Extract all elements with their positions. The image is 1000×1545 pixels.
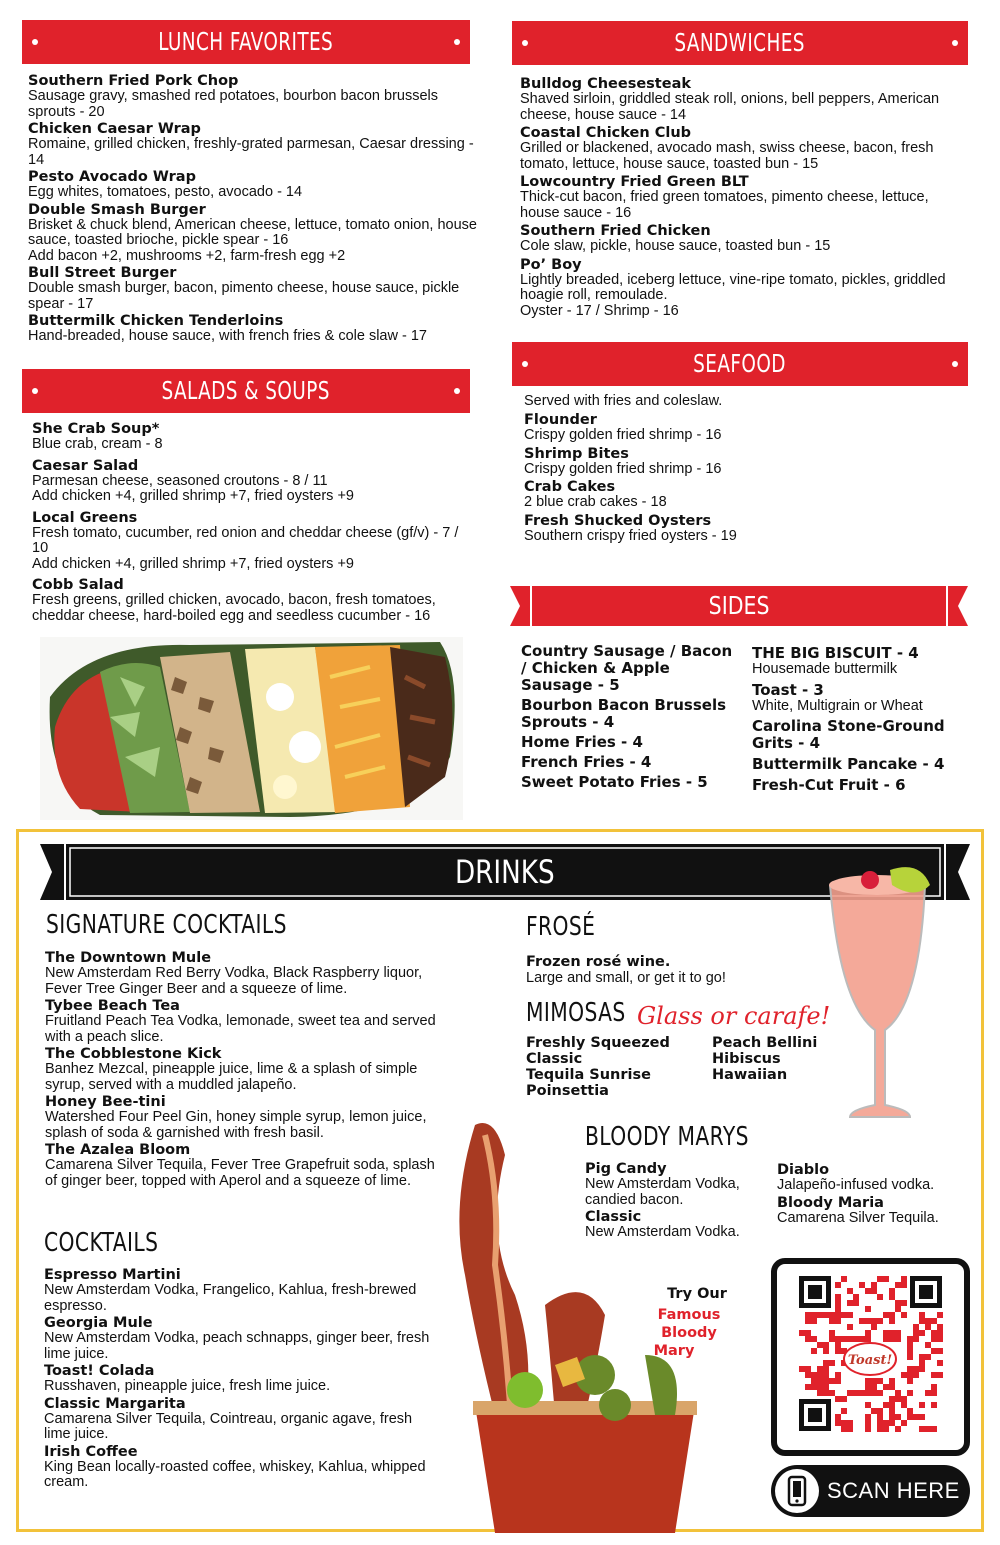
item-name: Bloody Maria	[777, 1194, 884, 1211]
phone-icon	[775, 1469, 819, 1513]
menu-item	[28, 202, 478, 265]
item-name: Buttermilk Chicken Tenderloins	[28, 313, 284, 329]
item-description: Egg whites, tomatoes, pesto, avocado - 14	[28, 184, 303, 200]
mimosas-right-list	[712, 1035, 817, 1083]
scan-here-label: SCAN HERE	[827, 1478, 960, 1503]
salads-soups-list	[32, 421, 472, 629]
cocktails-list	[44, 1267, 434, 1492]
item-name: Crab Cakes	[524, 479, 616, 495]
item-description: Fresh tomato, cucumber, red onion and cheddar cheese (gf/v) - 7 / 10	[32, 524, 459, 556]
item-description: King Bean locally-roasted coffee, whiskey, Kahlua, whipped cream.	[44, 1458, 426, 1490]
item-description: Sausage gravy, smashed red potatoes, bourbon bacon brussels sprouts - 20	[28, 88, 439, 120]
promo-line-3: Bloody	[661, 1325, 717, 1341]
side-item: Country Sausage / Bacon / Chicken & Apple Sausage - 5	[521, 642, 733, 694]
mimosa-item: Hawaiian	[712, 1067, 788, 1083]
section-title: DRINKS	[455, 853, 555, 891]
signature-cocktails-list	[45, 950, 445, 1190]
side-item	[752, 777, 972, 794]
menu-item	[520, 76, 970, 123]
item-description: Parmesan cheese, seasoned croutons - 8 / 11	[32, 472, 328, 489]
item-name: Shrimp Bites	[524, 445, 629, 462]
menu-item	[520, 257, 970, 320]
item-name: Classic Margarita	[44, 1395, 186, 1412]
item-description: Shaved sirloin, griddled steak roll, onions, bell peppers, American cheese, house sauce - 14	[520, 91, 940, 123]
item-description: Jalapeño-infused vodka.	[777, 1177, 935, 1193]
item-name: Flounder	[524, 412, 597, 428]
promo-line-2: Famous	[657, 1307, 721, 1323]
item-description: Camarena Silver Tequila, Fever Tree Grapefruit soda, splash of ginger beer, topped with Aperol and a squeeze of lime.	[45, 1157, 435, 1189]
side-item: Home Fries - 4	[521, 733, 643, 751]
item-description: Grilled or blackened, avocado mash, swiss cheese, bacon, fresh tomato, lettuce, house sauce, toasted bun - 15	[520, 140, 934, 172]
menu-item	[32, 421, 472, 453]
item-name: The Cobblestone Kick	[45, 1046, 222, 1062]
item-description: New Amsterdam Vodka.	[585, 1224, 740, 1240]
item-description: Crispy golden fried shrimp - 16	[524, 427, 722, 443]
item-name: Espresso Martini	[44, 1267, 181, 1283]
frose-glass-image	[820, 855, 940, 1125]
item-name: Cobb Salad	[32, 577, 124, 593]
section-title: SANDWICHES	[674, 28, 806, 57]
item-name: Chicken Caesar Wrap	[28, 121, 201, 137]
item-name: Honey Bee-tini	[45, 1094, 166, 1110]
item-name: The Azalea Bloom	[45, 1142, 191, 1158]
item-description: Double smash burger, bacon, pimento cheese, house sauce, pickle spear - 17	[28, 280, 460, 312]
item-name: Irish Coffee	[44, 1443, 138, 1460]
side-item	[752, 682, 972, 715]
sandwiches-list	[520, 76, 970, 321]
section-title: LUNCH FAVORITES	[158, 27, 334, 56]
item-description: Watershed Four Peel Gin, honey simple syrup, lemon juice, splash of soda & garnished with fresh basil.	[45, 1109, 427, 1141]
item-description: New Amsterdam Vodka, candied bacon.	[585, 1176, 740, 1208]
item-name: Georgia Mule	[44, 1315, 153, 1331]
menu-item	[28, 313, 478, 345]
menu-item	[44, 1267, 434, 1314]
side-item: Bourbon Bacon Brussels Sprouts - 4	[521, 696, 727, 731]
seafood-list	[524, 412, 964, 546]
item-addons: Add bacon +2, mushrooms +2, farm-fresh egg +2	[28, 247, 346, 264]
menu-item	[28, 73, 478, 120]
promo-line-1: Try Our	[667, 1286, 727, 1302]
menu-item	[32, 458, 472, 505]
mimosas-left-list	[526, 1035, 670, 1099]
item-name: Toast - 3	[752, 680, 824, 699]
item-name: Classic	[585, 1209, 642, 1225]
side-item: Sweet Potato Fries - 5	[521, 773, 708, 791]
item-name: Buttermilk Pancake - 4	[752, 755, 945, 773]
item-name: Southern Fried Pork Chop	[28, 73, 239, 89]
toast-logo: Toast!	[847, 1353, 893, 1368]
item-description: Housemade buttermilk	[752, 661, 898, 677]
item-addons: Add chicken +4, grilled shrimp +7, fried oysters +9	[32, 555, 354, 572]
item-description: Fresh greens, grilled chicken, avocado, bacon, fresh tomatoes, cheddar cheese, hard-boiled egg and seedless cucumber - 16	[32, 592, 436, 624]
menu-item	[777, 1162, 967, 1194]
side-item	[752, 718, 972, 752]
menu-item	[45, 950, 445, 997]
item-description: New Amsterdam Vodka, Frangelico, Kahlua, fresh-brewed espresso.	[44, 1282, 417, 1314]
frose-name: Frozen rosé wine.	[526, 954, 671, 970]
section-title: SIDES	[708, 591, 770, 620]
item-description: Romaine, grilled chicken, freshly-grated parmesan, Caesar dressing - 14	[28, 136, 474, 168]
menu-item	[44, 1315, 434, 1362]
salads-soups-banner	[22, 369, 470, 413]
lunch-favorites-list	[28, 73, 478, 346]
frose-heading: FROSÉ	[526, 912, 596, 942]
item-description: Hand-breaded, house sauce, with french fries & cole slaw - 17	[28, 328, 427, 344]
menu-item	[520, 223, 970, 255]
item-name: Fresh Shucked Oysters	[524, 512, 712, 529]
item-name: The Downtown Mule	[45, 950, 212, 966]
item-description: Brisket & chuck blend, American cheese, lettuce, tomato onion, house sauce, toasted brioche, pickle spear - 16	[28, 216, 477, 248]
item-description: Blue crab, cream - 8	[32, 436, 163, 452]
mimosa-item: Freshly Squeezed	[526, 1035, 670, 1051]
item-description: White, Multigrain or Wheat	[752, 697, 923, 714]
menu-item	[28, 265, 478, 312]
menu-item	[524, 412, 964, 444]
side-item: French Fries - 4	[521, 753, 652, 771]
item-name: Po’ Boy	[520, 256, 582, 273]
item-description: Banhez Mezcal, pineapple juice, lime & a splash of simple syrup, served with a muddled jalapeño.	[45, 1061, 418, 1093]
menu-item	[45, 1142, 445, 1189]
item-name: Southern Fried Chicken	[520, 223, 711, 239]
cobb-salad-photo	[40, 637, 463, 820]
menu-item	[32, 577, 472, 624]
section-title: SALADS & SOUPS	[161, 376, 331, 405]
menu-item	[520, 125, 970, 172]
mimosa-item: Poinsettia	[526, 1083, 609, 1099]
item-description: Thick-cut bacon, fried green tomatoes, pimento cheese, lettuce, house sauce - 16	[520, 189, 929, 221]
menu-item	[44, 1363, 434, 1395]
sandwiches-banner	[512, 21, 968, 65]
menu-item	[45, 1046, 445, 1093]
item-description: Russhaven, pineapple juice, fresh lime juice.	[44, 1378, 331, 1394]
mimosa-item: Peach Bellini	[712, 1035, 818, 1051]
menu-item	[520, 174, 970, 221]
item-name: Diablo	[777, 1162, 830, 1178]
scan-here-button[interactable]	[771, 1465, 970, 1517]
item-name: THE BIG BISCUIT - 4	[752, 644, 919, 662]
item-name: Lowcountry Fried Green BLT	[520, 174, 749, 190]
item-name: Bulldog Cheesesteak	[520, 76, 692, 92]
sides-right-list	[752, 645, 972, 798]
seafood-intro: Served with fries and coleslaw.	[524, 393, 723, 409]
qr-code[interactable]	[771, 1258, 970, 1456]
menu-item	[524, 513, 964, 545]
item-description: New Amsterdam Red Berry Vodka, Black Raspberry liquor, Fever Tree Ginger Beer and a squeeze of lime.	[45, 965, 423, 997]
item-name: Pig Candy	[585, 1161, 667, 1177]
menu-item	[524, 446, 964, 478]
sides-banner	[510, 586, 968, 626]
mimosa-item: Tequila Sunrise	[526, 1067, 651, 1083]
item-name: Pesto Avocado Wrap	[28, 169, 196, 185]
item-name: Coastal Chicken Club	[520, 125, 692, 141]
item-name: Tybee Beach Tea	[45, 998, 180, 1014]
bloody-marys-right-list	[777, 1162, 967, 1227]
item-name: Bull Street Burger	[28, 265, 177, 281]
menu-item	[28, 169, 478, 201]
item-name: Toast! Colada	[44, 1363, 155, 1379]
promo-line-4: Mary	[653, 1343, 695, 1359]
cocktails-heading: COCKTAILS	[44, 1228, 159, 1258]
bloody-mary-promo	[634, 1285, 744, 1360]
mimosas-heading: MIMOSAS	[526, 998, 626, 1028]
item-description: Camarena Silver Tequila.	[777, 1209, 939, 1226]
section-title: SEAFOOD	[693, 349, 787, 378]
menu-item	[32, 510, 472, 573]
menu-item	[28, 121, 478, 168]
seafood-banner	[512, 342, 968, 386]
item-description: 2 blue crab cakes - 18	[524, 494, 667, 510]
item-description: New Amsterdam Vodka, peach schnapps, ginger beer, fresh lime juice.	[44, 1330, 430, 1362]
menu-item	[524, 479, 964, 511]
item-addons: Add chicken +4, grilled shrimp +7, fried oysters +9	[32, 488, 354, 504]
bloody-marys-heading: BLOODY MARYS	[585, 1122, 749, 1152]
item-description: Lightly breaded, iceberg lettuce, vine-ripe tomato, pickles, griddled hoagie roll, remoulade.	[520, 271, 946, 303]
item-name: Local Greens	[32, 509, 138, 526]
signature-cocktails-heading: SIGNATURE COCKTAILS	[46, 910, 287, 940]
menu-item	[44, 1396, 434, 1443]
side-item	[752, 756, 972, 773]
item-name: Caesar Salad	[32, 457, 139, 474]
item-description: Camarena Silver Tequila, Cointreau, organic agave, fresh lime juice.	[44, 1410, 413, 1442]
side-item	[752, 645, 972, 678]
lunch-favorites-banner	[22, 20, 470, 64]
item-name: Carolina Stone-Ground Grits - 4	[752, 717, 945, 752]
menu-item	[45, 1094, 445, 1141]
item-name: She Crab Soup*	[32, 421, 160, 437]
mimosa-item: Hibiscus	[712, 1051, 781, 1067]
frose-desc: Large and small, or get it to go!	[526, 970, 726, 986]
item-description: Cole slaw, pickle, house sauce, toasted bun - 15	[520, 238, 831, 254]
item-description: Southern crispy fried oysters - 19	[524, 527, 737, 544]
menu-item	[44, 1444, 434, 1491]
item-name: Double Smash Burger	[28, 201, 206, 218]
mimosas-script: Glass or carafe!	[637, 1002, 831, 1030]
item-addons: Oyster - 17 / Shrimp - 16	[520, 302, 679, 319]
menu-item	[777, 1195, 967, 1227]
mimosa-item: Classic	[526, 1051, 583, 1067]
sides-left-list	[521, 643, 741, 794]
item-description: Crispy golden fried shrimp - 16	[524, 460, 722, 477]
menu-item	[45, 998, 445, 1045]
item-description: Fruitland Peach Tea Vodka, lemonade, sweet tea and served with a peach slice.	[45, 1013, 436, 1045]
item-name: Fresh-Cut Fruit - 6	[752, 776, 906, 794]
